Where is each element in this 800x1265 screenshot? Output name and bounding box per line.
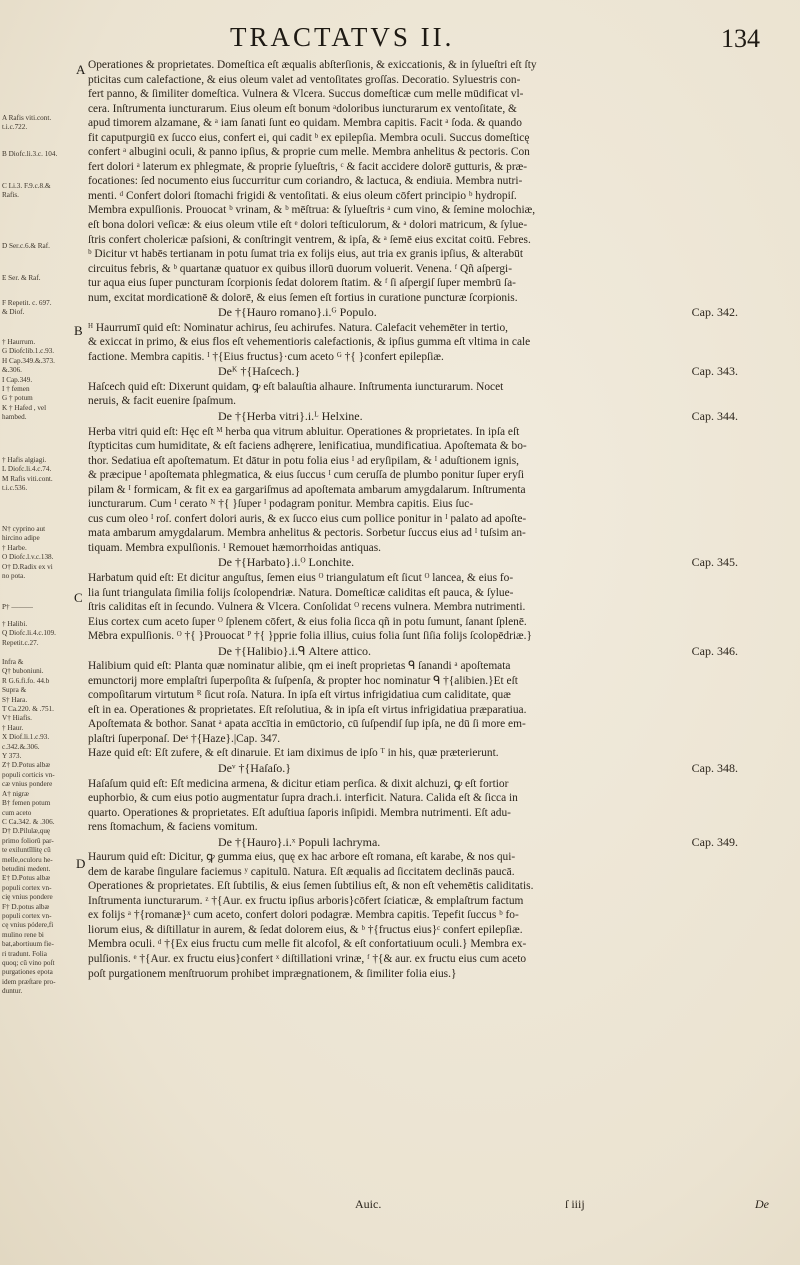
text-line: apud timorem alzamane, & ᵃ iam ſanati ſunt eo quidam. Membra capitis. Facit ᵃ ſoda. & quando [88,117,522,130]
text-line: eſt bona dolori veſicæ: & eius oleum vtile eſt ᵉ dolori teſticulorum, & ᵃ dolori matricum, & ſylue- [88,219,528,232]
text-line: factione. Membra capitis. ᴵ †{Eius fructus}·cum aceto ᴳ †{ }confert epilepſiæ. [88,350,444,363]
text-line: liorum eius, & diſtillatur in aurem, & ſedat dolorem eius, & ᵇ †{fructus eius}ᶜ confert epilepſiæ. [88,923,523,936]
margin-notes [2,60,74,1210]
text-line: Membra oculi. ᵈ †{Ex eius fructu cum melle fit alcofol, & eſt confortatiuum oculi.} Membra ex- [88,938,527,951]
text-line: Inſtrumenta iuncturarum. ᶻ †{Aur. ex fructu ipſius arboris}cōfert ſciaticæ, & emplaſtrum factum [88,894,524,907]
text-line: focationes: ſed nocumento eius ſuccurritur cum coriandro, & lactuca, & endiuia. Membra nutri- [88,175,523,188]
text-line: quarto. Operationes & proprietates. Eſt aduſtiua ſaporis inſipidi. Membra nutrimenti. Eſt adu- [88,806,511,819]
text-line: circuitus febris, & ᵇ quartanæ quatuor ex quibus illorū duorum voluerit. Venena. ᶠ Qñ aſpergi- [88,262,512,275]
text-line: pilam & ᴵ formicam, & fit ex ea gargariſmus ad apoſtemata ambarum amygdalarum. Inſtrumenta [88,483,526,496]
margin-note: A Rafis viti.cont. t.i.c.722. [2,114,52,132]
margin-note: Infra & Q† buboniuni. R G.6.fi.fo. 44.b Supra & S† Hara. T Ca.220. & .751. V† Hiafis. † Haur. X Diof.li.1.c.93. c.342.&.306. Y 373. Z† D.Potus albæ populi corticis vn- cæ vnius pondere A† nigræ B† femen potum cum aceto C Ca.342. & .306. D† D.Pilulæ,quę primo foliorū par- te exiluntīllitę cū melle,oculoru he- betudini medent. E† D.Potus albæ populi cortex vn- cię vnius pondere F† D.potus albæ populi cortex vn- cę vnius pódere,fi mulino rene bi bat,abortiuum fie- ri tradunt. Folia quoq; cū vino poſt purgationes epota idem præſtare pro- duntur. [2,658,56,996]
page-footer [0,1197,800,1219]
section-letter: D [76,856,86,871]
text-line: Haze quid eſt: Eſt zufere, & eſt dinaruie. Et iam diximus de ipſo ᵀ in his, quæ præterierunt. [88,747,499,760]
page-header [230,22,760,52]
margin-note: † Halibi. Q Diofc.li.4.c.109. Repetit.c.27. [2,620,56,647]
text-line: mata ambarum amygdalarum. Membra anhelitus & pectoris. Sorbetur ſuccus eius ad ᴵ tuſsim an- [88,527,526,540]
text-line: Halibium quid eſt: Planta quæ nominatur alibie, qm ei ineſt proprietas ᑫ ſanandi ᵃ apoſtemata [88,660,511,673]
running-title: TRACTATVS II. [230,22,455,52]
text-line: ſtypticitas cum humiditate, & eſt faciens adhęrere, lenificatiua, mundificatiua. Apoſtemata & bo- [88,440,527,453]
text-line: Apoſtemata & bothor. Sanat ᵃ apata accītia in emūctorio, cū ſuſpendiſ ſup ipſa, ne dū ſi more em- [88,718,526,731]
text-line: Herba vitri quid eſt: Hęc eſt ᴹ herba qua vitrum abluitur. Operationes & proprietates. In ipſa eſt [88,425,520,438]
text-line: ſtris confert cholericæ paſsioni, & conſtringit ventrem, & ipſa, & ᵃ ſemē eius excitat coitū. Febres. [88,233,531,246]
text-line: menti. ᵈ Confert dolori ſtomachi frigidi & ventoſitati. & eius oleum cōfert principio ᵇ hydropiſ. [88,189,517,202]
text-line: Haurum quid eſt: Dicitur, ꝙ gumma eius, quę ex hac arbore eſt romana, eſt karabe, & nos qui- [88,851,516,864]
text-line: ſtris caliditas eſt in ſecundo. Vulnera & Vlcera. Conſolidat ᴼ recens vulnera. Membra nutrimenti. [88,601,526,614]
chapter-heading: De †{Harbato}.i.ᴼ Lonchite. Cap. 345. [218,555,738,570]
text-line: pticitas cum calefactione, & eius oleum valet ad ventoſitates groſſas. Decoratio. Syluestris con- [88,73,521,86]
margin-note: D Ser.c.6.& Raf. [2,242,50,250]
text-line: Operationes & proprietates. Eſt ſubtilis, & eius ſemen ſubtilius eſt, & non eſt vehemētis caliditatis. [88,880,534,893]
catchword-left: Auic. [355,1197,382,1211]
chapter-heading: Deᵛ †{Haſaſo.} Cap. 348. [218,761,738,776]
text-line: Haſaſum quid eſt: Eſt medicina armena, & dicitur etiam perſica. & dixit alchuzi, ꝙ eſt fortior [88,777,509,790]
text-line: lia ſunt triangulata ſimilia folijs ſcolopendriæ. Natura. Domeſticæ caliditas eſt pauca, & ſylue- [88,586,514,599]
text-line: ᵇ Dicitur vt habēs tertianam in potu ſumat tria ex folijs eius, aut tria ex granis ipſius, & alterabūt [88,248,523,261]
text-line: cus cum oleo ᴵ roſ. confert dolori auris, & ex ſucco eius cum pollice ponitur in ᴵ palato ad apoſte- [88,512,527,525]
section-letter: B [74,323,83,338]
text-line: compoſitarum virtutum ᴿ ſicut roſa. Natura. In ipſa eſt virtus infrigidatiua cum caliditate, quæ [88,689,511,702]
text-line: tiquam. Membra expulſionis. ᴵ Remouet hæmorrhoidas antiquas. [88,541,382,554]
text-line: Haſcech quid eſt: Dixerunt quidam, ꝙ eſt balauſtia alhaure. Inſtrumenta iuncturarum. Nocet [88,380,504,393]
text-line: Membra expulſionis. Prouocat ᵇ vrinam, & ᵇ mēſtrua: & ſylueſtris ᵃ cum vino, & ſemine molochiæ, [88,204,536,217]
text-line: rens ſtomachum, & faciens vomitum. [88,821,258,834]
margin-note: † Haurrum. G Diofclib.1.c.93. H Cap.349.&.373. &.306. I Cap.349. I † femen G † potum K † Hafed , vel hambed. [2,338,55,422]
text-line: fert panno, & ſimiliter domeſtica. Vulnera & Vlcera. Succus domeſticæ cum melle mūdificat vl- [88,88,524,101]
text-line: confert ᵃ albugini oculi, & panno ipſius, & proprie cum melle. Membra anhelitus & pectoris. Con [88,146,530,159]
text-line: Mēbra expulſionis. ᴼ †{ }Prouocat ᴾ †{ }pprie folia illius, cuius folia ſunt ſiſia folijs ſcolopēdriæ.} [88,630,532,643]
text-line: euphorbio, & cum eius potio augmentatur ſupra drach.i. interficit. Natura. Calida eſt & ſicca in [88,792,518,805]
text-line: dem de karabe ſingulare faciemus ʸ capitulū. Natura. Eſt æqualis ad ſiccitatem declinās paucā. [88,865,515,878]
text-line: fert dolori ᵃ laterum ex phlegmate, & proprie ſylueſtris, ᶜ & facit accidere dolorē gutturis, & præ- [88,160,528,173]
margin-note: P† ——— [2,603,33,611]
text-line: tur aqua eius ſuper puncturam ſcorpionis ſedat dolorem ſtatim. & ᶠ ſi aſpergiſ ſuper membrū ſa- [88,277,516,290]
text-line: neruis, & facit euenire ſpaſmum. [88,395,237,408]
section-letter: A [76,62,86,77]
text-line: emunctorij more emplaſtri ſuperpoſita & ſuſpenſa, & propter hoc nominatur ᑫ †{alibien.}Et eſt [88,674,518,687]
margin-note: E Ser. & Raf. [2,274,41,282]
chapter-heading: De †{Halibio}.i.ᑫ Altere attico. Cap. 346. [218,643,738,658]
text-line: eſt in ea. Operationes & proprietates. Eſt reſolutiua, & in ipſa eſt virtus infrigidatiua præparatiua. [88,703,527,716]
text-line: & exiccat in primo, & eius flos eſt vehementioris calefactionis, & ipſius gumma eſt vltima in cale [88,336,531,349]
chapter-heading: De †{Hauro}.i.ˣ Populi lachryma. Cap. 349. [218,834,738,849]
text-line: cera. Inſtrumenta iuncturarum. Eius oleum eſt bonum ᵃdoloribus iuncturarum ex ventoſitate, & [88,102,517,115]
chapter-heading: Deᴷ †{Haſcech.} Cap. 343. [218,364,738,379]
text-line: ex folijs ᵃ †{romanæ}ˣ cum aceto, confert dolori podagræ. Membra capitis. Tepefit ſuccus ᵇ fo- [88,909,519,922]
page-number: 134 [721,24,760,53]
section-letter: C [74,590,83,605]
text-line: Operationes & proprietates. Domeſtica eſt æqualis abſterſionis, & exiccationis, & in ſylueſtri eſt ſty [88,59,537,71]
catchword-right: De [755,1197,769,1211]
signature-mark: ſ iiij [565,1197,585,1211]
margin-note: † Hafis algiagi. L Diofc.li.4.c.74. M Rafis viti.cont. t.i.c.536. [2,456,53,493]
main-text-column [88,58,774,1188]
margin-note: N† cyprino aut hircino adipe † Harbe. O Diofc.l.v.c.138. O† D.Radix ex vi no pota. [2,525,54,581]
text-line: thor. Sedatiua eſt apoſtematum. Et dātur in potu folia eius ᴵ ad eryſipilam, & ᴵ aduſtionem ignis, [88,454,519,467]
text-line: & præcipue ᴵ apoſtemata phlegmatica, & eius ſuccus ᴵ cum ceruſſa de plumbo ponitur ſuper eryſi [88,469,524,482]
text-line: Harbatum quid eſt: Et dicitur anguſtus, ſemen eius ᴼ triangulatum eſt ſicut ᴼ lancea, & eius fo- [88,571,514,584]
text-line: poſt purgationem menſtruorum prohibet imprægnationem, & ſimiliter folia eius.} [88,967,457,980]
text-line: fit caputpurgiū ex ſucco eius, confert ei, qui cadit ᵇ ex epilepſia. Membra oculi. Succus domeſticę [88,131,530,144]
text-line: iuncturarum. Cum ᴵ cerato ᴺ †{ }ſuper ᴵ podagram ponitur. Membra capitis. Eius ſuc- [88,498,474,511]
text-line: plaſtri ſuperponaſ. Deˢ †{Haze}.|Cap. 347. [88,732,281,745]
margin-note: B Diofc.li.3.c. 104. [2,150,58,158]
text-line: pulſionis. ᵉ †{Aur. ex fructu eius}confert ˣ diſtillationi vrinæ, ᶠ †{& aur. ex fructu eius cum aceto [88,953,527,966]
margin-note: C Li.3. F.9.c.8.& Rafis. [2,182,51,200]
text-line: ᴴ Haurrumī quid eſt: Nominatur achirus, ſeu achirufes. Natura. Calefacit vehemēter in tertio, [88,321,508,334]
text-line: Eius cortex cum aceto ſuper ᴼ ſplenem cōfert, & eius folia ſicca qñ in potu ſumunt, ſanant ſplenē. [88,615,527,628]
margin-note: F Repetit. c. 697. & Diof. [2,299,52,317]
chapter-heading: De †{Hauro romano}.i.ᴳ Populo. Cap. 342. [218,305,738,320]
text-line: num, excitat mordicationē & dolorē, & eius ſemen eſt fortius in curatione puncturæ ſcorpionis. [88,291,518,304]
chapter-heading: De †{Herba vitri}.i.ᴸ Helxine. Cap. 344. [218,409,738,424]
